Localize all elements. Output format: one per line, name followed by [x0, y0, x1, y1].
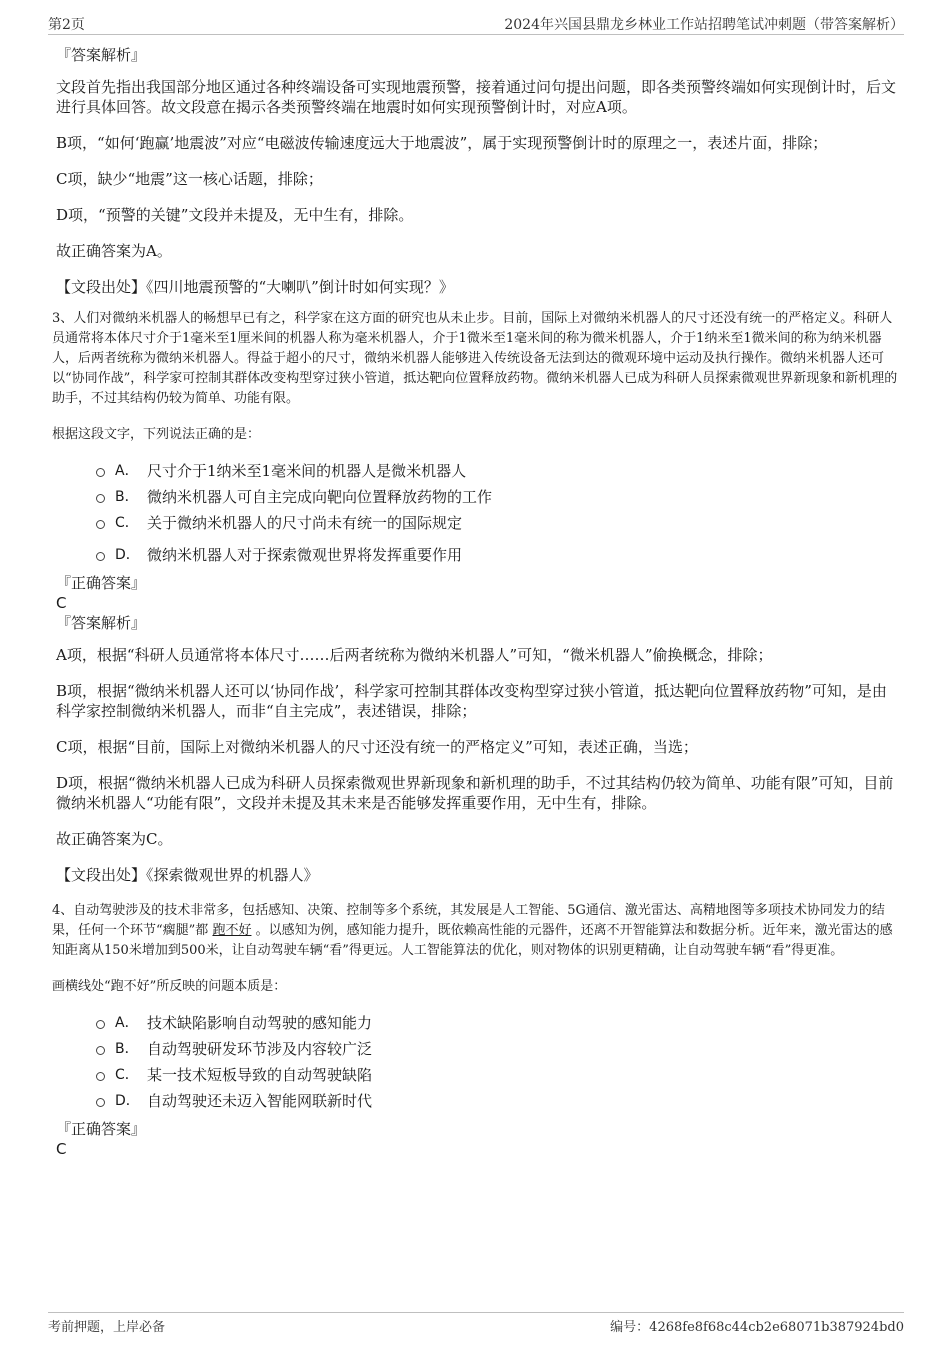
analysis-option-c: C项，缺少“地震”这一核心话题，排除； [56, 170, 323, 188]
analysis-option-d: D项，根据“微纳米机器人已成为科研人员探索微观世界新现象和新机理的助手，不过其结构仍较为简单、功能有限”可知，目前微纳米机器人“功能有限”，文段并未提及其未来是否能够发挥重要作用，无中生有，排除。 [56, 774, 894, 812]
document-title: 2024年兴国县鼎龙乡林业工作站招聘笔试冲刺题（带答案解析） [504, 17, 904, 33]
page-header [48, 12, 904, 35]
analysis-conclusion: 故正确答案为C。 [56, 830, 173, 848]
question-4-prompt: 画横线处“跑不好”所反映的问题本质是： [52, 979, 287, 994]
option-d[interactable]: D． 自动驾驶还未迈入智能网联新时代 [96, 1087, 900, 1113]
radio-button[interactable] [96, 1072, 105, 1081]
radio-button[interactable] [96, 1098, 105, 1107]
correct-answer-heading: 『正确答案』 [56, 1120, 147, 1138]
option-c[interactable]: C． 关于微纳米机器人的尺寸尚未有统一的国际规定 [96, 509, 900, 535]
option-c[interactable]: C． 某一技术短板导致的自动驾驶缺陷 [96, 1061, 900, 1087]
analysis-option-b: B项，根据“微纳米机器人还可以‘协同作战’，科学家可控制其群体改变构型穿过狭小管道，抵达靶向位置释放药物”可知，是由科学家控制微纳米机器人，而非“自主完成”，表述错误，排除； [56, 682, 887, 720]
radio-button[interactable] [96, 494, 105, 503]
analysis-source: 【文段出处】《探索微观世界的机器人》 [56, 866, 319, 884]
page-number: 第2页 [48, 17, 85, 33]
question-4-options [56, 1009, 900, 1113]
page-content [52, 45, 900, 1159]
option-b[interactable]: B． 微纳米机器人可自主完成向靶向位置释放药物的工作 [96, 483, 900, 509]
radio-button[interactable] [96, 520, 105, 529]
analysis-paragraph: 文段首先指出我国部分地区通过各种终端设备可实现地震预警，接着通过问句提出问题，即各类预警终端如何实现倒计时，后文进行具体回答。故文段意在揭示各类预警终端在地震时如何实现预警倒计时，对应A项。 [56, 78, 897, 116]
radio-button[interactable] [96, 1020, 105, 1029]
question-3-options [56, 457, 900, 567]
correct-answer-heading: 『正确答案』 [56, 574, 147, 592]
footer-slogan: 考前押题，上岸必备 [48, 1320, 166, 1335]
analysis-option-d: D项，“预警的关键”文段并未提及，无中生有，排除。 [56, 206, 414, 224]
page-footer [48, 1312, 904, 1335]
analysis-option-c: C项，根据“目前，国际上对微纳米机器人的尺寸还没有统一的严格定义”可知，表述正确，当选； [56, 738, 698, 756]
analysis-option-a: A项，根据“科研人员通常将本体尺寸……后两者统称为微纳米机器人”可知，“微米机器人”偷换概念，排除； [56, 646, 773, 664]
option-a[interactable]: A． 技术缺陷影响自动驾驶的感知能力 [96, 1009, 900, 1035]
analysis-option-b: B项，“如何‘跑赢’地震波”对应“电磁波传输速度远大于地震波”，属于实现预警倒计时的原理之一，表述片面，排除； [56, 134, 828, 152]
underlined-phrase: 跑不好 [212, 923, 252, 938]
question-3-prompt: 根据这段文字，下列说法正确的是： [52, 427, 261, 442]
correct-answer: C [56, 594, 67, 612]
question-3-stem: 3、人们对微纳米机器人的畅想早已有之，科学家在这方面的研究也从未止步。目前，国际上对微纳米机器人的尺寸还没有统一的严格定义。科研人员通常将本体尺寸介于1毫米至1厘米间的机器人称为毫米机器人，介于1微米至1毫米间的称为微米机器人，介于1纳米至1微米间的称为纳米机器人，后两者统称为微纳米机器人。得益于超小的尺寸，微纳米机器人能够进入传统设备无法到达的微观环境中运动及执行操作。微纳米机器人还可以“协同作战”，科学家可控制其群体改变构型穿过狭小管道，抵达靶向位置释放药物。微纳米机器人已成为科研人员探索微观世界新现象和新机理的助手，不过其结构仍较为简单、功能有限。 [52, 311, 898, 406]
correct-answer: C [56, 1140, 67, 1158]
document-id: 编号：4268fe8f68c44cb2e68071b387924bd0 [610, 1320, 904, 1335]
analysis-heading: 『答案解析』 [56, 614, 147, 632]
option-b[interactable]: B． 自动驾驶研发环节涉及内容较广泛 [96, 1035, 900, 1061]
radio-button[interactable] [96, 1046, 105, 1055]
question-4-stem: 4、自动驾驶涉及的技术非常多，包括感知、决策、控制等多个系统，其发展是人工智能、5G通信、激光雷达、高精地图等多项技术协同发力的结果，任何一个环节“瘸腿”都 跑不好 。以感知为例，感知能力提升，既依赖高性能的元器件，还离不开智能算法和数据分析。近年来，激光雷达的感知距离从150米增加到500米，让自动驾驶车辆“看”得更远。人工智能算法的优化，则对物体的识别更精确，让自动驾驶车辆“看”得更准。 [52, 903, 893, 958]
analysis-heading: 『答案解析』 [56, 46, 147, 64]
option-a[interactable]: A． 尺寸介于1纳米至1毫米间的机器人是微米机器人 [96, 457, 900, 483]
analysis-source: 【文段出处】《四川地震预警的“大喇叭”倒计时如何实现？》 [56, 278, 454, 296]
radio-button[interactable] [96, 552, 105, 561]
option-d[interactable]: D． 微纳米机器人对于探索微观世界将发挥重要作用 [96, 541, 900, 567]
analysis-conclusion: 故正确答案为A。 [56, 242, 172, 260]
radio-button[interactable] [96, 468, 105, 477]
